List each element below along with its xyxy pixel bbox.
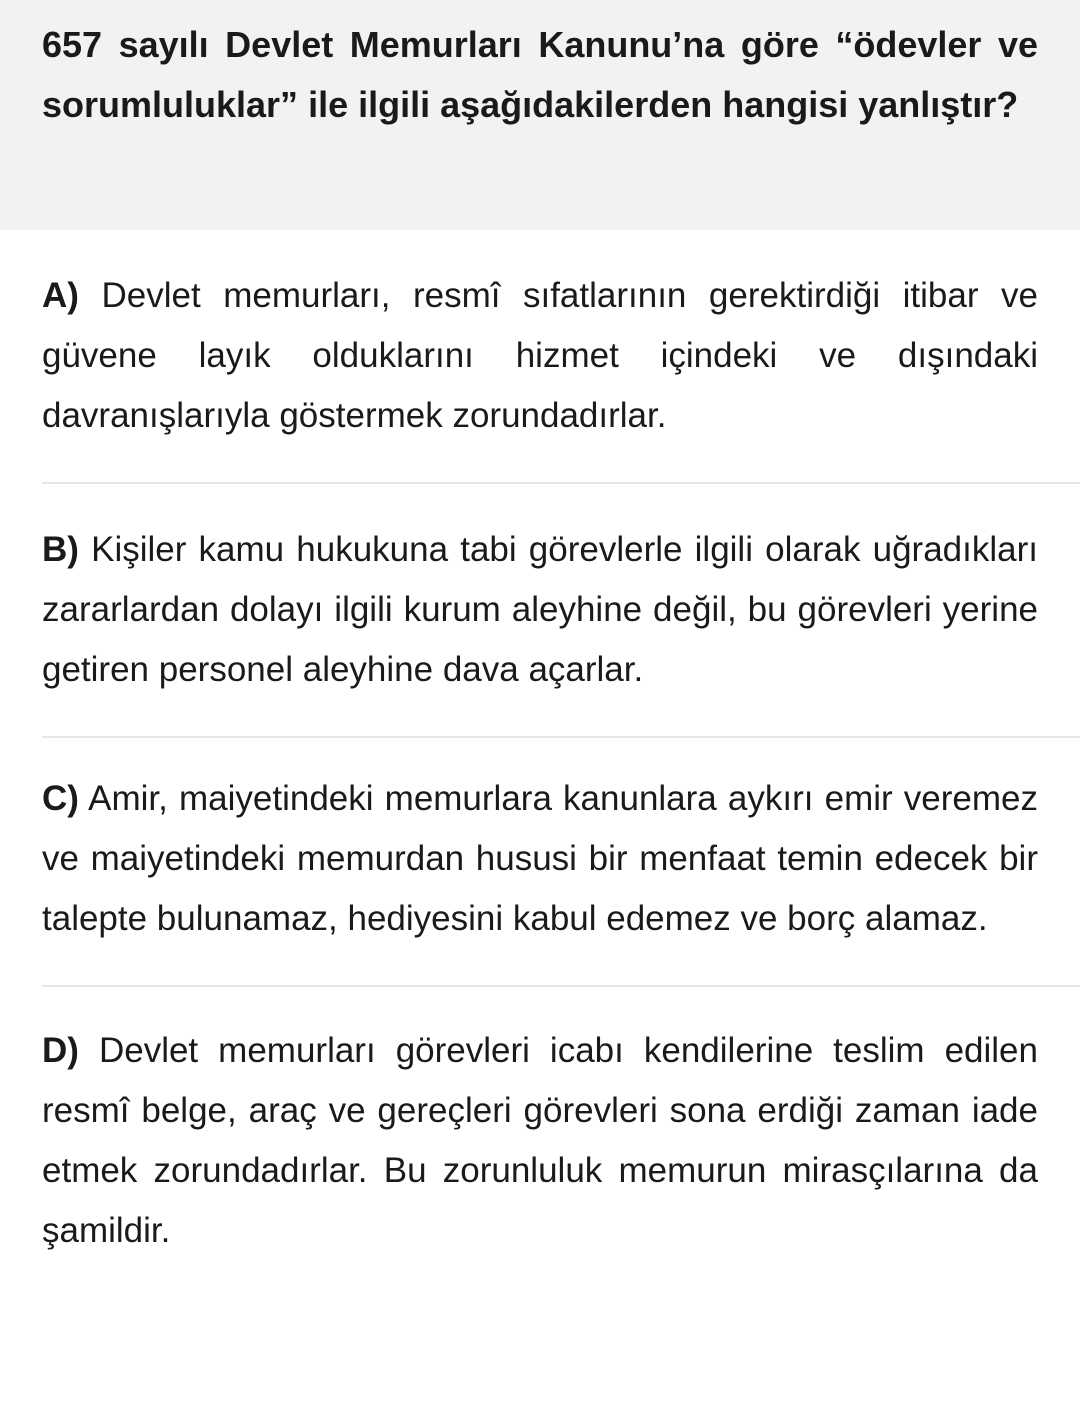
question-text: 657 sayılı Devlet Memurları Kanunu’na göre “ödevler ve sorumluluklar” ile ilgili aşağıdakilerden hangisi yanlıştır?: [42, 24, 1038, 125]
option-b[interactable]: [42, 484, 1080, 738]
option-d[interactable]: [42, 987, 1080, 1271]
option-a-letter: A): [42, 276, 79, 315]
option-c-body: Amir, maiyetindeki memurlara kanunlara aykırı emir veremez ve maiyetindeki memurdan hususi bir menfaat temin edecek bir talepte bulunamaz, hediyesini kabul edemez ve borç alamaz.: [42, 779, 1038, 938]
option-b-letter: B): [42, 530, 79, 569]
option-a-text: [42, 266, 1038, 446]
option-b-body: Kişiler kamu hukukuna tabi görevlerle ilgili olarak uğradıkları zararlardan dolayı ilgili kurum aleyhine değil, bu görevleri yerine getiren personel aleyhine dava açarlar.: [42, 530, 1038, 689]
option-b-text: [42, 520, 1038, 700]
option-d-body: Devlet memurları görevleri icabı kendilerine teslim edilen resmî belge, araç ve gereçleri görevleri sona erdiği zaman iade etmek zorundadırlar. Bu zorunluluk memurun mirasçılarına da şamildir.: [42, 1031, 1038, 1250]
option-c[interactable]: [42, 738, 1080, 987]
option-c-letter: C): [42, 779, 79, 818]
answer-options: [0, 230, 1080, 1271]
option-d-letter: D): [42, 1031, 79, 1070]
option-a-body: Devlet memurları, resmî sıfatlarının gerektirdiği itibar ve güvene layık olduklarını hizmet içindeki ve dışındaki davranışlarıyla göstermek zorundadırlar.: [42, 276, 1038, 435]
option-c-text: [42, 769, 1038, 949]
option-a[interactable]: [42, 230, 1080, 484]
question-box: [0, 0, 1080, 230]
option-d-text: [42, 1021, 1038, 1261]
